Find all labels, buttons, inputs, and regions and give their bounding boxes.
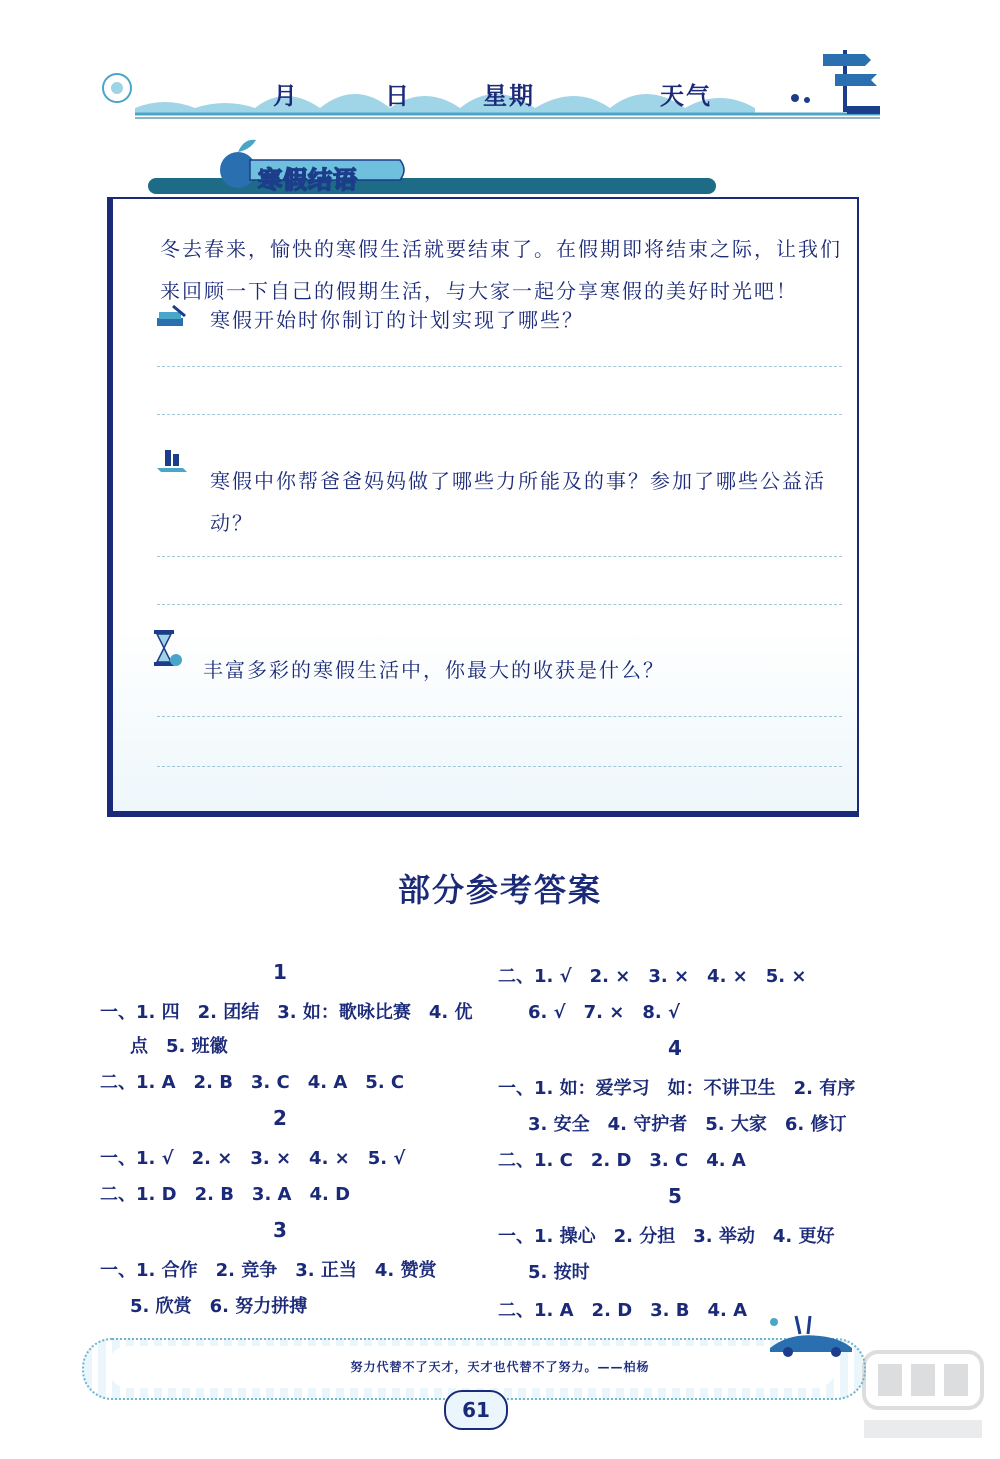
answer-line-text: 一、1. 合作 2. 竞争 3. 正当 4. 赞赏 [100,1260,437,1281]
answer-line [157,366,842,367]
answer-line-text: 二、1. C 2. D 3. C 4. A [498,1150,746,1171]
section-number: 2 [273,1106,287,1130]
answer-line-text: 5. 按时 [510,1262,590,1283]
answer-line [157,716,842,717]
answer-line-text: 6. √ 7. × 8. √ [510,1002,680,1023]
weekday-label: 星期 [483,82,535,110]
section-number: 1 [273,960,287,984]
answer-line-text: 一、1. √ 2. × 3. × 4. × 5. √ [100,1148,406,1169]
answers-title: 部分参考答案 [397,871,602,909]
page-number: 61 [444,1390,508,1430]
answer-line-text: 二、1. √ 2. × 3. × 4. × 5. × [498,966,807,987]
answer-line-text: 一、1. 操心 2. 分担 3. 举动 4. 更好 [498,1226,835,1247]
answer-line-text: 二、1. A 2. B 3. C 4. A 5. C [100,1072,405,1093]
question-3: 丰富多彩的寒假生活中，你最大的收获是什么？ [203,658,665,682]
section-number: 5 [668,1184,682,1208]
answer-line [157,766,842,767]
watermark-logo [858,1340,988,1450]
answer-line-text: 一、1. 如：爱学习 如：不讲卫生 2. 有序 [498,1078,856,1099]
question-1: 寒假开始时你制订的计划实现了哪些？ [210,308,584,332]
answer-line-text: 5. 欣赏 6. 努力拼搏 [112,1296,308,1317]
answer-line [157,414,842,415]
question-2-text: 寒假中你帮爸爸妈妈做了哪些力所能及的事？参加了哪些公益活动？ [210,469,826,535]
answer-line-text: 二、1. D 2. B 3. A 4. D [100,1184,351,1205]
section-number: 3 [273,1218,287,1242]
rabbit-car-icon [760,1312,860,1358]
footer-quote: 努力代替不了天才，天才也代替不了努力。——柏杨 [350,1360,650,1374]
answer-line [157,604,842,605]
chair-icon [153,444,189,476]
answers-right-column [498,962,878,1322]
section-number: 4 [668,1036,682,1060]
day-label: 日 [385,82,411,110]
answer-line-text: 3. 安全 4. 守护者 5. 大家 6. 修订 [510,1114,847,1135]
books-icon [153,302,189,334]
weather-label: 天气 [660,82,712,110]
hourglass-icon [148,628,184,670]
summary-intro: 冬去春来，愉快的寒假生活就要结束了。在假期即将结束之际，让我们来回顾一下自己的假期生活，与大家一起分享寒假的美好时光吧！ [160,237,842,303]
question-2 [210,460,850,544]
answer-line-text: 点 5. 班徽 [112,1036,228,1057]
answers-left-column [100,960,480,1320]
answer-line-text: 一、1. 四 2. 团结 3. 如：歌咏比赛 4. 优 [100,1002,473,1023]
month-label: 月 [273,82,299,110]
date-weather-header [95,40,880,122]
answer-line-text: 二、1. A 2. D 3. B 4. A [498,1300,748,1321]
watermark-icon [858,1340,988,1450]
answer-line [157,556,842,557]
summary-title: 寒假结语 [258,166,358,194]
